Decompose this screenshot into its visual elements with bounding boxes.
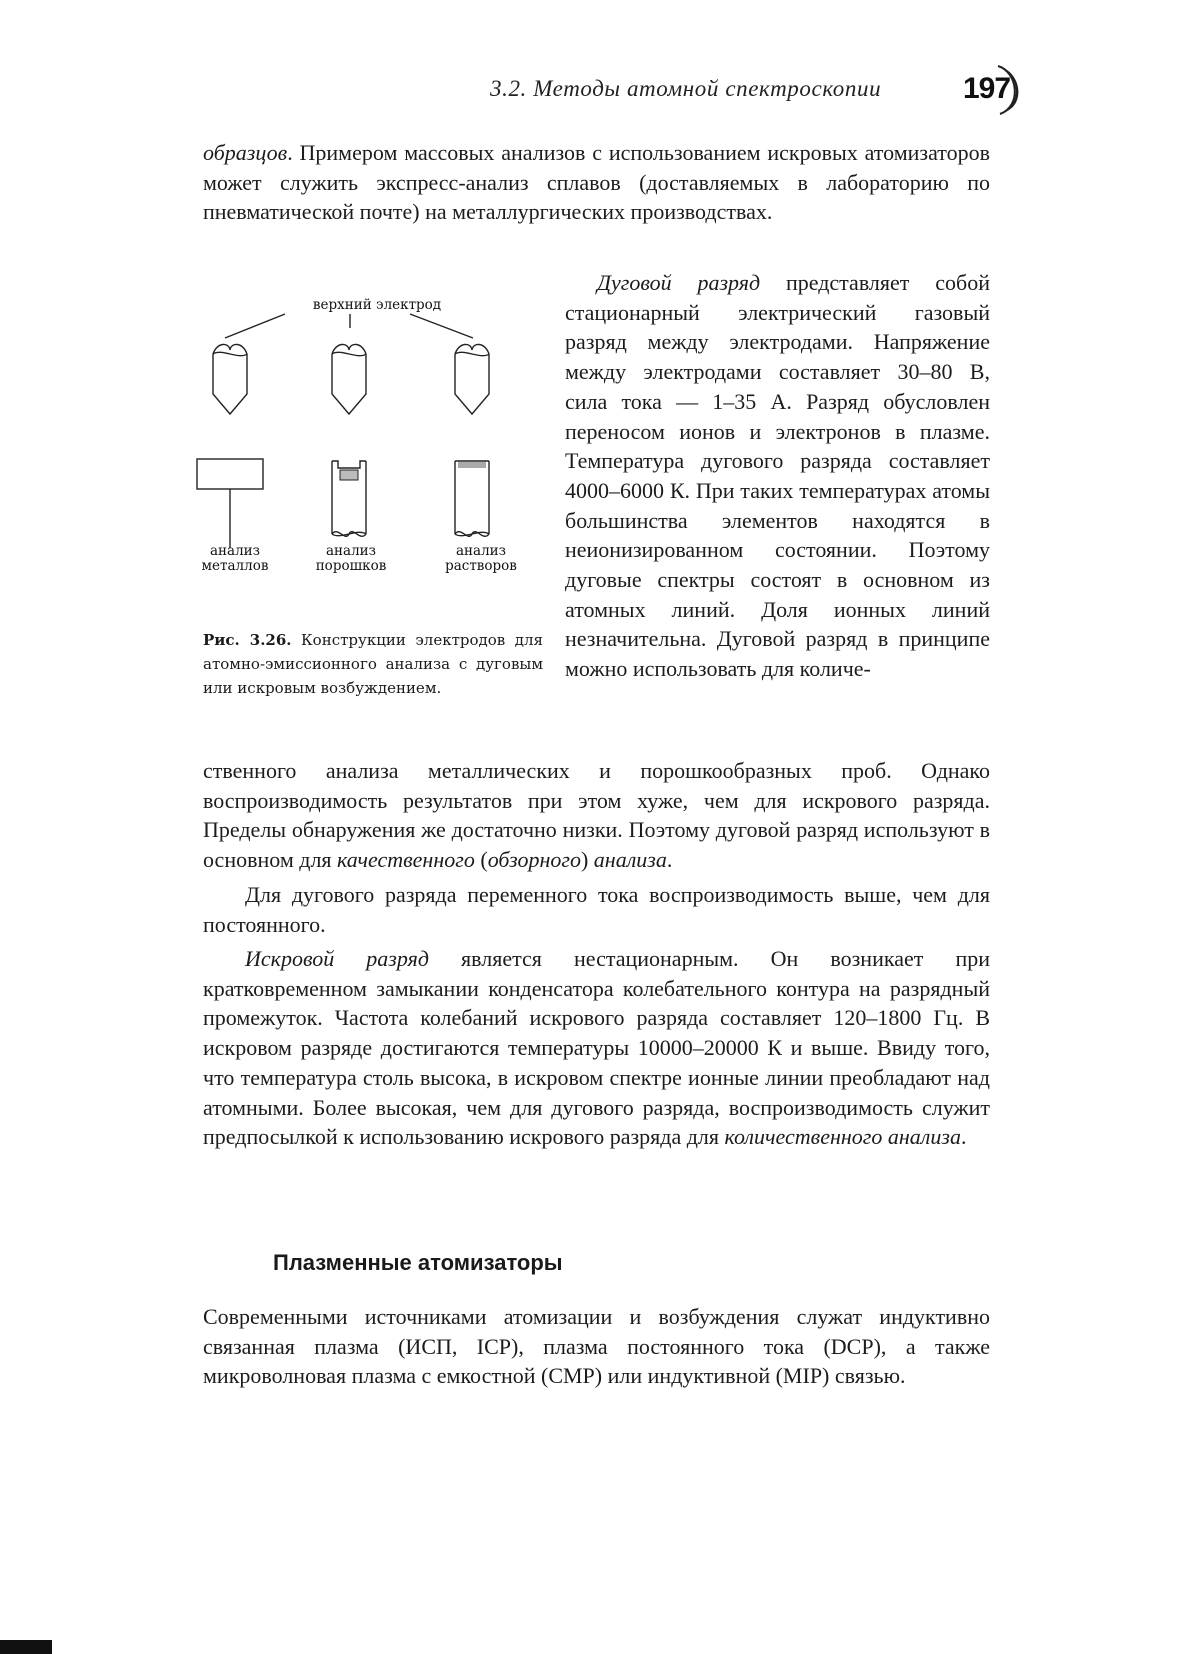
paragraph-arc-discharge (565, 268, 990, 684)
text-run: Современными источниками атомизации и возбуждения служат индуктивно связанная плазма (ИСП, ICP), плазма постоянного тока (DCP), а также микроволновая плазма с емкостной (CMP) или индуктивной (MIP) связью. (203, 1304, 990, 1389)
lower-electrode-powder (332, 461, 366, 536)
figure-electrodes (195, 296, 555, 736)
italic-term: анализа (593, 847, 667, 873)
text-run: Для дугового разряда переменного тока воспроизводимость выше, чем для постоянного. (203, 882, 990, 937)
figure-caption-text: Конструкции электродов для атомно-эмиссионного анализа с дуговым или искровым возбуждением. (203, 631, 543, 697)
paragraph-plasma-sources (203, 1302, 990, 1391)
text-run: представляет собой стационарный электрический газовый разряд между электродами. Напряжение между электродами составляет 30–80 В, сила тока — 1–35 А. Разряд обусловлен переносом ионов и электронов в плазме. Температура дугового разряда составляет 4000–6000 К. При таких температурах атомы большинства элементов находятся в неионизированном состоянии. Поэтому дуговые спектры состоят в основном из атомных линий. Доля ионных линий незначительна. Дуговой разряд в принципе можно использовать для количе- (565, 270, 990, 682)
text-run: ственного анализа металлических и порошкообразных проб. Однако воспроизводимость результатов при этом хуже, чем для искрового разряда. Пределы обнаружения же достаточно низки. Поэтому дуговой разряд используют в основном для (203, 758, 990, 873)
pointer-line-right (410, 314, 473, 338)
upper-electrode-3 (455, 344, 489, 414)
paragraph-ac-arc (203, 880, 990, 939)
lower-electrode-solution (455, 461, 489, 536)
page-number-swoosh-icon (994, 62, 1024, 118)
figure-caption-number: Рис. 3.26. (203, 631, 292, 649)
italic-term: образцов (203, 140, 288, 165)
figure-caption (203, 628, 543, 700)
upper-electrode-2 (332, 344, 366, 414)
label-metal-analysis: анализ металлов (201, 543, 269, 574)
italic-term: качественного (337, 847, 475, 873)
text-run: . Примером массовых анализов с использованием искровых атомизаторов может служить экспресс-анализ сплавов (доставляемых в лабораторию по пневматической почте) на металлургических производствах. (203, 140, 990, 225)
upper-electrode-1 (213, 344, 247, 414)
section-heading: Плазменные атомизаторы (273, 1250, 563, 1275)
text-run: является нестационарным. Он возникает при кратковременном замыкании конденсатора колебательного контура на разрядный промежуток. Частота колебаний искрового разряда составляет 120–1800 Гц. В искровом разряде достигаются температуры 10000–20000 К и выше. Ввиду того, что температура столь высока, в искровом спектре ионные линии преобладают над атомными. Более высокая, чем для дугового разряда, воспроизводимость служит предпосылкой к использованию искрового разряда для (203, 946, 990, 1150)
text-run: . (666, 847, 673, 873)
text-run: . (960, 1124, 967, 1150)
page-header (490, 68, 1030, 118)
italic-term: количественного анализа (724, 1124, 961, 1150)
running-title: 3.2. Методы атомной спектроскопии (490, 76, 882, 101)
lower-electrode-metal-sample (197, 459, 263, 548)
italic-term: обзорного (487, 847, 581, 873)
label-solution-analysis: анализ растворов (445, 543, 517, 574)
label-upper-electrode: верхний электрод (312, 297, 442, 313)
label-powder-analysis: анализ порошков (315, 543, 387, 574)
paragraph-spark-discharge (203, 944, 990, 1152)
italic-term: Дуговой разряд (597, 270, 761, 295)
corner-scan-mark (0, 1640, 52, 1654)
paragraph-arc-continued (203, 756, 990, 875)
pointer-line-left (225, 314, 285, 338)
text-run: ) (580, 847, 594, 873)
text-run: ( (474, 847, 488, 873)
italic-term: Искровой разряд (245, 946, 429, 971)
paragraph-intro (203, 138, 990, 227)
page-number: 197 (963, 72, 1011, 105)
